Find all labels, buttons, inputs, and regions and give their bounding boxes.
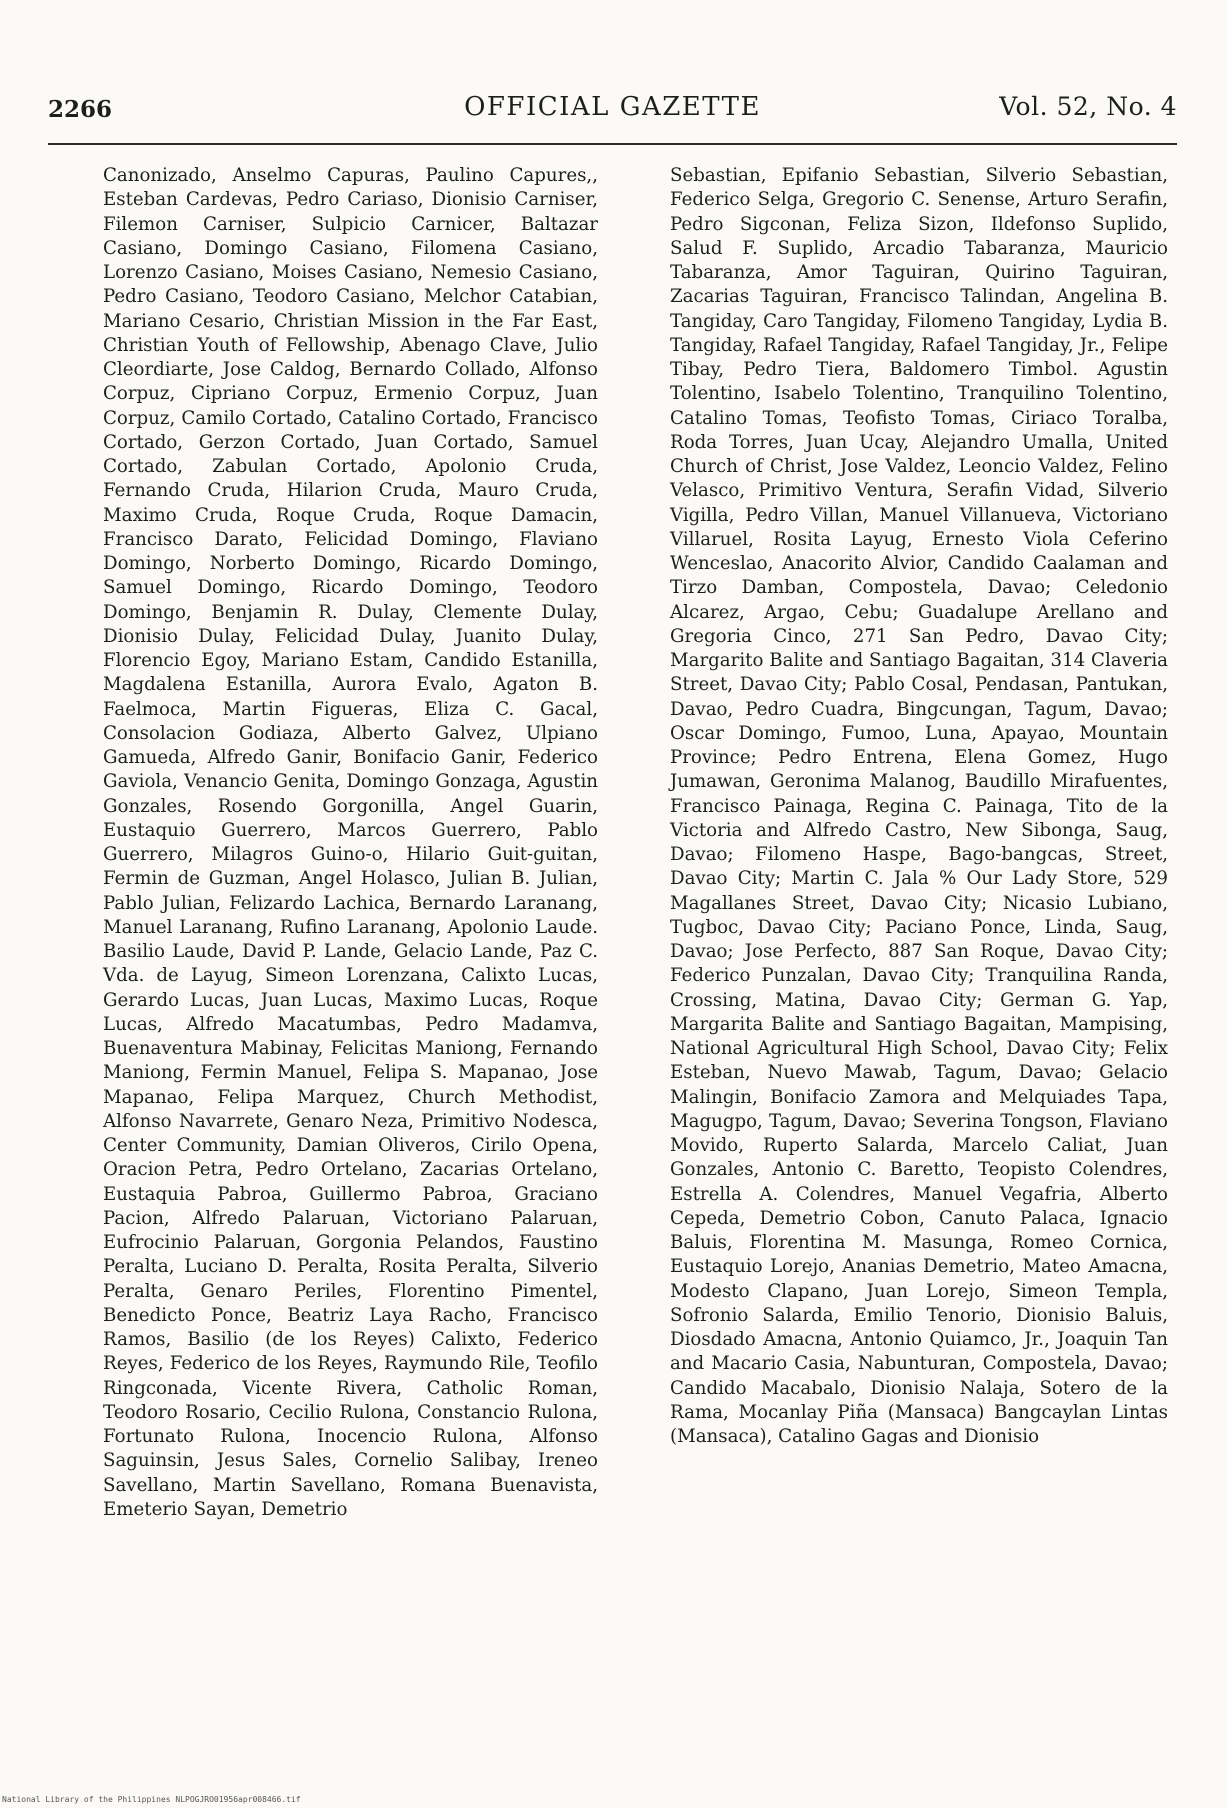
right-column-text: Sebastian, Epifanio Sebastian, Silverio Sebastian, Federico Selga, Gregorio C. Senense, Arturo Serafin, Pedro Sigconan, Feliza Sizon, Ildefonso Suplido, Salud F. Suplido, Arcadio Tabaranza, Mauricio Tabaranza, Amor Taguiran, Quirino Taguiran, Zacarias Taguiran, Francisco Talindan, Angelina B. Tangiday, Caro Tangiday, Filomeno Tangiday, Lydia B. Tangiday, Rafael Tangiday, Rafael Tangiday, Jr., Felipe Tibay, Pedro Tiera, Baldomero Timbol. Agustin Tolentino, Isabelo Tolentino, Tranquilino Tolentino, Catalino Tomas, Teofisto Tomas, Ciriaco Toralba, Roda Torres, Juan Ucay, Alejandro Umalla, United Church of Christ, Jose Valdez, Leoncio Valdez, Felino Velasco, Primitivo Ventura, Serafin Vidad, Silverio Vigilla, Pedro Villan, Manuel Villanueva, Victoriano Villaruel, Rosita Layug, Ernesto Viola Ceferino Wenceslao, Anacorito Alvior, Candido Caalaman and Tirzo Damban, Compostela, Davao; Celedonio Alcarez, Argao, Cebu; Guadalupe Arellano and Gregoria Cinco, 271 San Pedro, Davao City; Margarito Balite and Santiago Bagaitan, 314 Claveria Street, Davao City; Pablo Cosal, Pendasan, Pantukan, Davao, Pedro Cuadra, Bingcungan, Tagum, Davao; Oscar Domingo, Fumoo, Luna, Apayao, Mountain Province; Pedro Entrena, Elena Gomez, Hugo Jumawan, Geronima Malanog, Baudillo Mirafuentes, Francisco Painaga, Regina C. Painaga, Tito de la Victoria and Alfredo Castro, New Sibonga, Saug, Davao; Filomeno Haspe, Bago-bangcas, Street, Davao City; Martin C. Jala % Our Lady Store, 529 Magallanes Street, Davao City; Nicasio Lubiano, Tugboc, Davao City; Paciano Ponce, Linda, Saug, Davao; Jose Perfecto, 887 San Roque, Davao City; Federico Punzalan, Davao City; Tranquilina Randa, Crossing, Matina, Davao City; German G. Yap, Margarita Balite and Santiago Bagaitan, Mampising, National Agricultural High School, Davao City; Felix Esteban, Nuevo Mawab, Tagum, Davao; Gelacio Malingin, Bonifacio Zamora and Melquiades Tapa, Magugpo, Tagum, Davao; Severina Tongson, Flaviano Movido, Ruperto Salarda, Marcelo Caliat, Juan Gonzales, Antonio C. Baretto, Teopisto Colendres, Estrella A. Colendres, Manuel Vegafria, Alberto Cepeda, Demetrio Cobon, Canuto Palaca, Ignacio Baluis, Florentina M. Masunga, Romeo Cornica, Eustaquio Lorejo, Ananias Demetrio, Mateo Amacna, Modesto Clapano, Juan Lorejo, Simeon Templa, Sofronio Salarda, Emilio Tenorio, Dionisio Baluis, Diosdado Amacna, Antonio Quiamco, Jr., Joaquin Tan and Macario Casia, Nabunturan, Compostela, Davao; Candido Macabalo, Dionisio Nalaja, Sotero de la Rama, Mocanlay Piña (Mansaca) Bangcaylan Lintas (Mansaca), Catalino Gagas and Dionisio [670, 165, 1168, 1447]
left-column-text: Canonizado, Anselmo Capuras, Paulino Capures,, Esteban Cardevas, Pedro Cariaso, Dionisio Carniser, Filemon Carniser, Sulpicio Carnicer, Baltazar Casiano, Domingo Casiano, Filomena Casiano, Lorenzo Casiano, Moises Casiano, Nemesio Casiano, Pedro Casiano, Teodoro Casiano, Melchor Catabian, Mariano Cesario, Christian Mission in the Far East, Christian Youth of Fellowship, Abenago Clave, Julio Cleordiarte, Jose Caldog, Bernardo Collado, Alfonso Corpuz, Cipriano Corpuz, Ermenio Corpuz, Juan Corpuz, Camilo Cortado, Catalino Cortado, Francisco Cortado, Gerzon Cortado, Juan Cortado, Samuel Cortado, Zabulan Cortado, Apolonio Cruda, Fernando Cruda, Hilarion Cruda, Mauro Cruda, Maximo Cruda, Roque Cruda, Roque Damacin, Francisco Darato, Felicidad Domingo, Flaviano Domingo, Norberto Domingo, Ricardo Domingo, Samuel Domingo, Ricardo Domingo, Teodoro Domingo, Benjamin R. Dulay, Clemente Dulay, Dionisio Dulay, Felicidad Dulay, Juanito Dulay, Florencio Egoy, Mariano Estam, Candido Estanilla, Magdalena Estanilla, Aurora Evalo, Agaton B. Faelmoca, Martin Figueras, Eliza C. Gacal, Consolacion Godiaza, Alberto Galvez, Ulpiano Gamueda, Alfredo Ganir, Bonifacio Ganir, Federico Gaviola, Venancio Genita, Domingo Gonzaga, Agustin Gonzales, Rosendo Gorgonilla, Angel Guarin, Eustaquio Guerrero, Marcos Guerrero, Pablo Guerrero, Milagros Guino-o, Hilario Guit-guitan, Fermin de Guzman, Angel Holasco, Julian B. Julian, Pablo Julian, Felizardo Lachica, Bernardo Laranang, Manuel Laranang, Rufino Laranang, Apolonio Laude. Basilio Laude, David P. Lande, Gelacio Lande, Paz C. Vda. de Layug, Simeon Lorenzana, Calixto Lucas, Gerardo Lucas, Juan Lucas, Maximo Lucas, Roque Lucas, Alfredo Macatumbas, Pedro Madamva, Buenaventura Mabinay, Felicitas Maniong, Fernando Maniong, Fermin Manuel, Felipa S. Mapanao, Jose Mapanao, Felipa Marquez, Church Methodist, Alfonso Navarrete, Genaro Neza, Primitivo Nodesca, Center Community, Damian Oliveros, Cirilo Opena, Oracion Petra, Pedro Ortelano, Zacarias Ortelano, Eustaquia Pabroa, Guillermo Pabroa, Graciano Pacion, Alfredo Palaruan, Victoriano Palaruan, Eufrocinio Palaruan, Gorgonia Pelandos, Faustino Peralta, Luciano D. Peralta, Rosita Peralta, Silverio Peralta, Genaro Periles, Florentino Pimentel, Benedicto Ponce, Beatriz Laya Racho, Francisco Ramos, Basilio (de los Reyes) Calixto, Federico Reyes, Federico de los Reyes, Raymundo Rile, Teofilo Ringconada, Vicente Rivera, Catholic Roman, Teodoro Rosario, Cecilio Rulona, Constancio Rulona, Fortunato Rulona, Inocencio Rulona, Alfonso Saguinsin, Jesus Sales, Cornelio Salibay, Ireneo Savellano, Martin Savellano, Romana Buenavista, Emeterio Sayan, Demetrio [103, 165, 598, 1520]
page-header [48, 88, 1177, 128]
page-number: 2266 [48, 96, 113, 123]
scan-source-footer: National Library of the Philippines NLPOGJRO01956apr008466.tif [2, 1795, 301, 1804]
volume-issue: Vol. 52, No. 4 [999, 92, 1177, 121]
header-rule [48, 143, 1177, 145]
publication-title: OFFICIAL GAZETTE [464, 92, 761, 122]
